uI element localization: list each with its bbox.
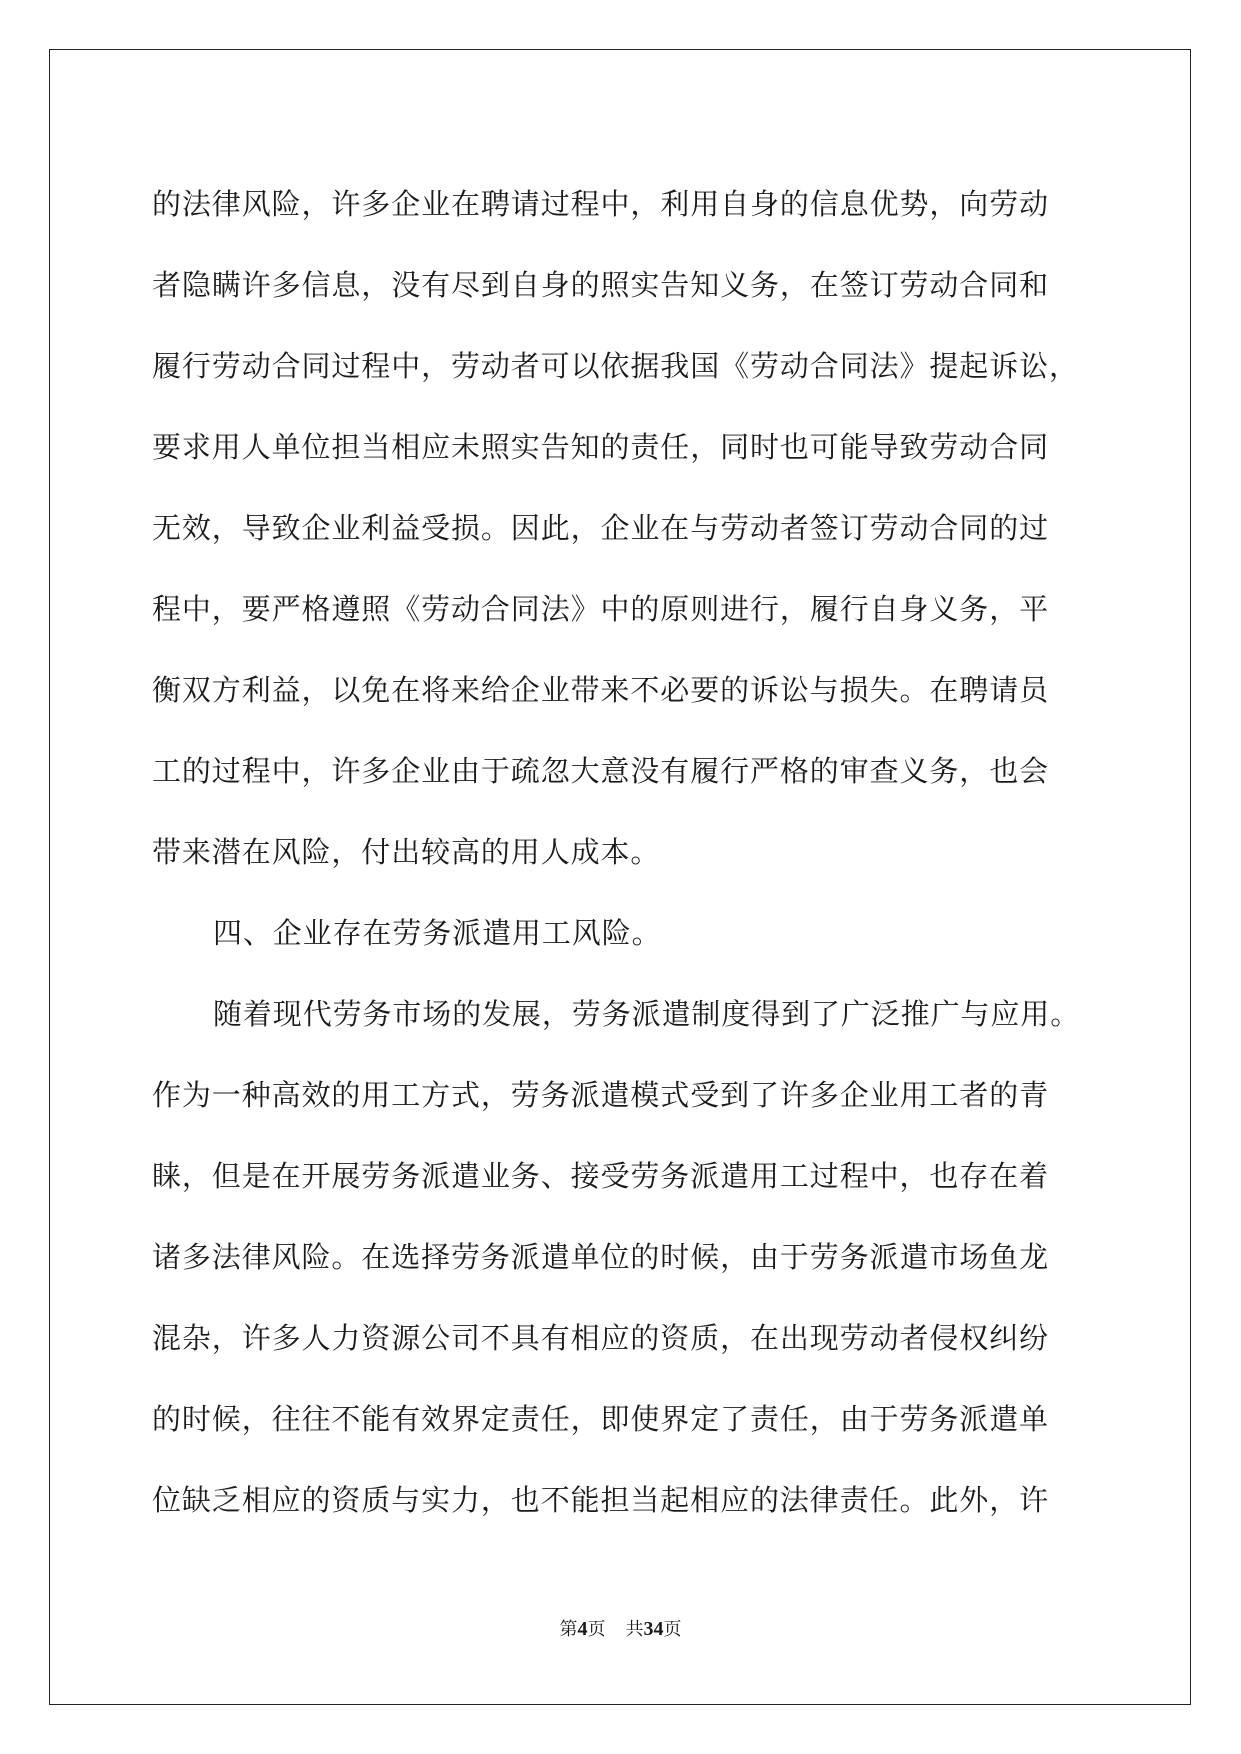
text-line: 位缺乏相应的资质与实力，也不能担当起相应的法律责任。此外，许 (152, 1483, 1050, 1517)
text-line: 混杂，许多人力资源公司不具有相应的资质，在出现劳动者侵权纠纷 (152, 1321, 1050, 1355)
text-line: 履行劳动合同过程中，劳动者可以依据我国《劳动合同法》提起诉讼， (152, 349, 1079, 383)
text-line: 诸多法律风险。在选择劳务派遣单位的时候，由于劳务派遣市场鱼龙 (152, 1240, 1050, 1274)
page-number: 4 (577, 1618, 588, 1640)
page-footer (0, 1615, 1241, 1641)
text-line: 要求用人单位担当相应未照实告知的责任，同时也可能导致劳动合同 (152, 430, 1050, 464)
text-line: 无效，导致企业利益受损。因此，企业在与劳动者签订劳动合同的过 (152, 511, 1050, 545)
text-line: 睐，但是在开展劳务派遣业务、接受劳务派遣用工过程中，也存在着 (152, 1159, 1050, 1193)
text-line: 的法律风险，许多企业在聘请过程中，利用自身的信息优势，向劳动 (152, 187, 1050, 221)
text-line: 工的过程中，许多企业由于疏忽大意没有履行严格的审查义务，也会 (152, 754, 1050, 788)
text-line: 程中，要严格遵照《劳动合同法》中的原则进行，履行自身义务，平 (152, 592, 1050, 626)
paragraph-first-line: 随着现代劳务市场的发展，劳务派遣制度得到了广泛推广与应用。 (213, 997, 1081, 1031)
text-line: 带来潜在风险，付出较高的用人成本。 (152, 835, 661, 869)
total-prefix: 共 (625, 1619, 644, 1640)
text-line: 作为一种高效的用工方式，劳务派遣模式受到了许多企业用工者的青 (152, 1078, 1050, 1112)
document-body (152, 164, 1092, 1541)
section-heading: 四、企业存在劳务派遣用工风险。 (213, 916, 662, 950)
text-line: 者隐瞒许多信息，没有尽到自身的照实告知义务，在签订劳动合同和 (152, 268, 1050, 302)
total-suffix: 页 (663, 1619, 682, 1640)
total-pages: 34 (643, 1618, 664, 1640)
text-line: 衡双方利益，以免在将来给企业带来不必要的诉讼与损失。在聘请员 (152, 673, 1050, 707)
text-line: 的时候，往往不能有效界定责任，即使界定了责任，由于劳务派遣单 (152, 1402, 1050, 1436)
page-suffix: 页 (587, 1619, 606, 1640)
page-prefix: 第 (559, 1619, 578, 1640)
